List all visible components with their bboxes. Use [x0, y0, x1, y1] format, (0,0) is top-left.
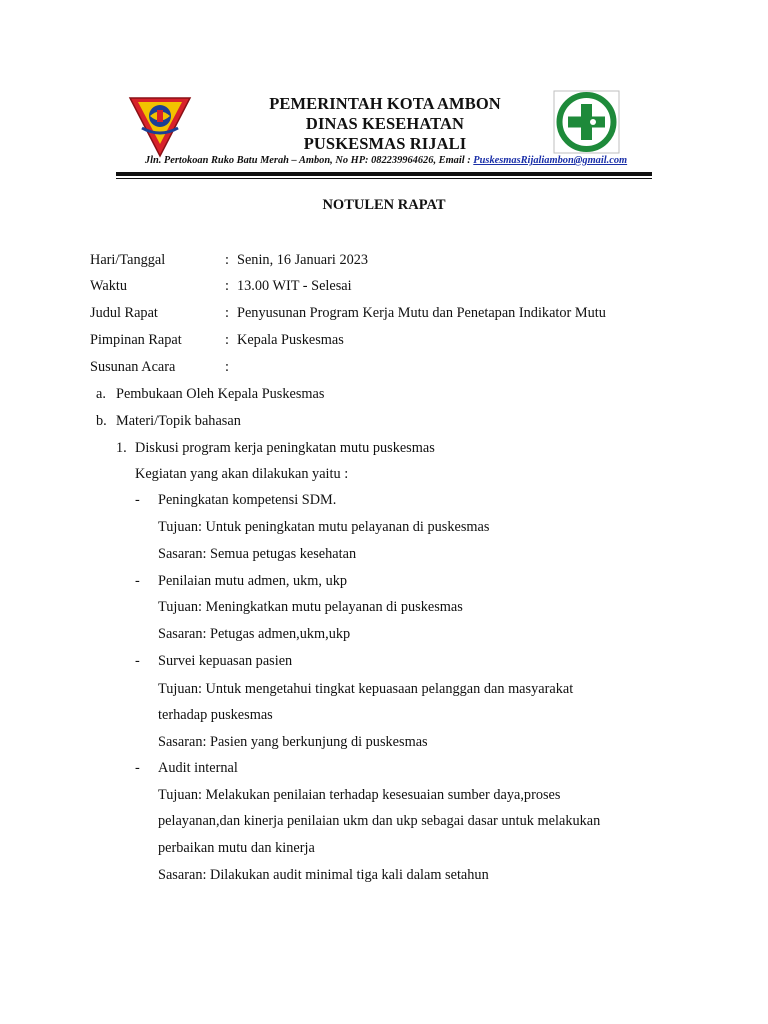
info-label-agenda: Susunan Acara: [90, 359, 176, 375]
letterhead-divider-thick: [116, 172, 652, 176]
activity-name: Audit internal: [158, 760, 238, 776]
info-label-meeting-title: Judul Rapat: [90, 305, 158, 321]
letterhead-divider-thin: [116, 178, 652, 179]
info-value-date: Senin, 16 Januari 2023: [237, 252, 369, 268]
info-colon: :: [225, 305, 229, 321]
agenda-marker-a: a.: [96, 386, 106, 402]
activity-line: perbaikan mutu dan kinerja: [158, 840, 315, 856]
info-label-time: Waktu: [90, 278, 127, 294]
info-colon: :: [225, 359, 229, 375]
info-value-time: 13.00 WIT - Selesai: [237, 278, 352, 294]
letterhead-address: [116, 155, 656, 166]
agenda-marker-b: b.: [96, 413, 107, 429]
email-link[interactable]: PuskesmasRijaliambon@gmail.com: [473, 155, 628, 166]
activity-name: Survei kepuasan pasien: [158, 653, 293, 669]
address-text: Jln. Pertokoan Ruko Batu Merah – Ambon, No HP: 082239964626, Email :: [144, 155, 474, 166]
topic-intro: Kegiatan yang akan dilakukan yaitu :: [135, 466, 349, 482]
info-label-chair: Pimpinan Rapat: [90, 332, 182, 348]
activity-dash: -: [135, 653, 140, 669]
activity-name: Penilaian mutu admen, ukm, ukp: [158, 573, 348, 589]
letterhead-line-3: PUSKESMAS RIJALI: [303, 134, 467, 153]
agenda-item-b: Materi/Topik bahasan: [116, 413, 241, 429]
document-title: NOTULEN RAPAT: [322, 197, 446, 213]
info-colon: :: [225, 332, 229, 348]
info-value-chair: Kepala Puskesmas: [237, 332, 344, 348]
activity-line: Sasaran: Pasien yang berkunjung di puskesmas: [158, 734, 428, 750]
topic-item-1: Diskusi program kerja peningkatan mutu puskesmas: [135, 440, 435, 456]
activity-line: pelayanan,dan kinerja penilaian ukm dan ukp sebagai dasar untuk melakukan: [158, 813, 601, 829]
agenda-item-a: Pembukaan Oleh Kepala Puskesmas: [116, 386, 325, 402]
activity-line: Sasaran: Petugas admen,ukm,ukp: [158, 626, 351, 642]
info-colon: :: [225, 278, 229, 294]
letterhead-line-2: DINAS KESEHATAN: [305, 114, 465, 133]
activity-dash: -: [135, 760, 140, 776]
activity-line: Tujuan: Untuk mengetahui tingkat kepuasaan pelanggan dan masyarakat: [158, 681, 574, 697]
activity-line: Tujuan: Meningkatkan mutu pelayanan di puskesmas: [158, 599, 463, 615]
info-colon: :: [225, 252, 229, 268]
activity-name: Peningkatan kompetensi SDM.: [158, 492, 337, 508]
info-value-meeting-title: Penyusunan Program Kerja Mutu dan Penetapan Indikator Mutu: [237, 305, 606, 321]
activity-line: Sasaran: Dilakukan audit minimal tiga kali dalam setahun: [158, 867, 489, 883]
activity-line: Tujuan: Melakukan penilaian terhadap kesesuaian sumber daya,proses: [158, 787, 561, 803]
activity-dash: -: [135, 573, 140, 589]
activity-line: terhadap puskesmas: [158, 707, 273, 723]
city-emblem-icon: [128, 92, 192, 158]
activity-dash: -: [135, 492, 140, 508]
info-label-date: Hari/Tanggal: [90, 252, 166, 268]
activity-line: Tujuan: Untuk peningkatan mutu pelayanan di puskesmas: [158, 519, 490, 535]
topic-marker-1: 1.: [116, 440, 127, 456]
activity-line: Sasaran: Semua petugas kesehatan: [158, 546, 357, 562]
letterhead-line-1: PEMERINTAH KOTA AMBON: [269, 94, 501, 113]
